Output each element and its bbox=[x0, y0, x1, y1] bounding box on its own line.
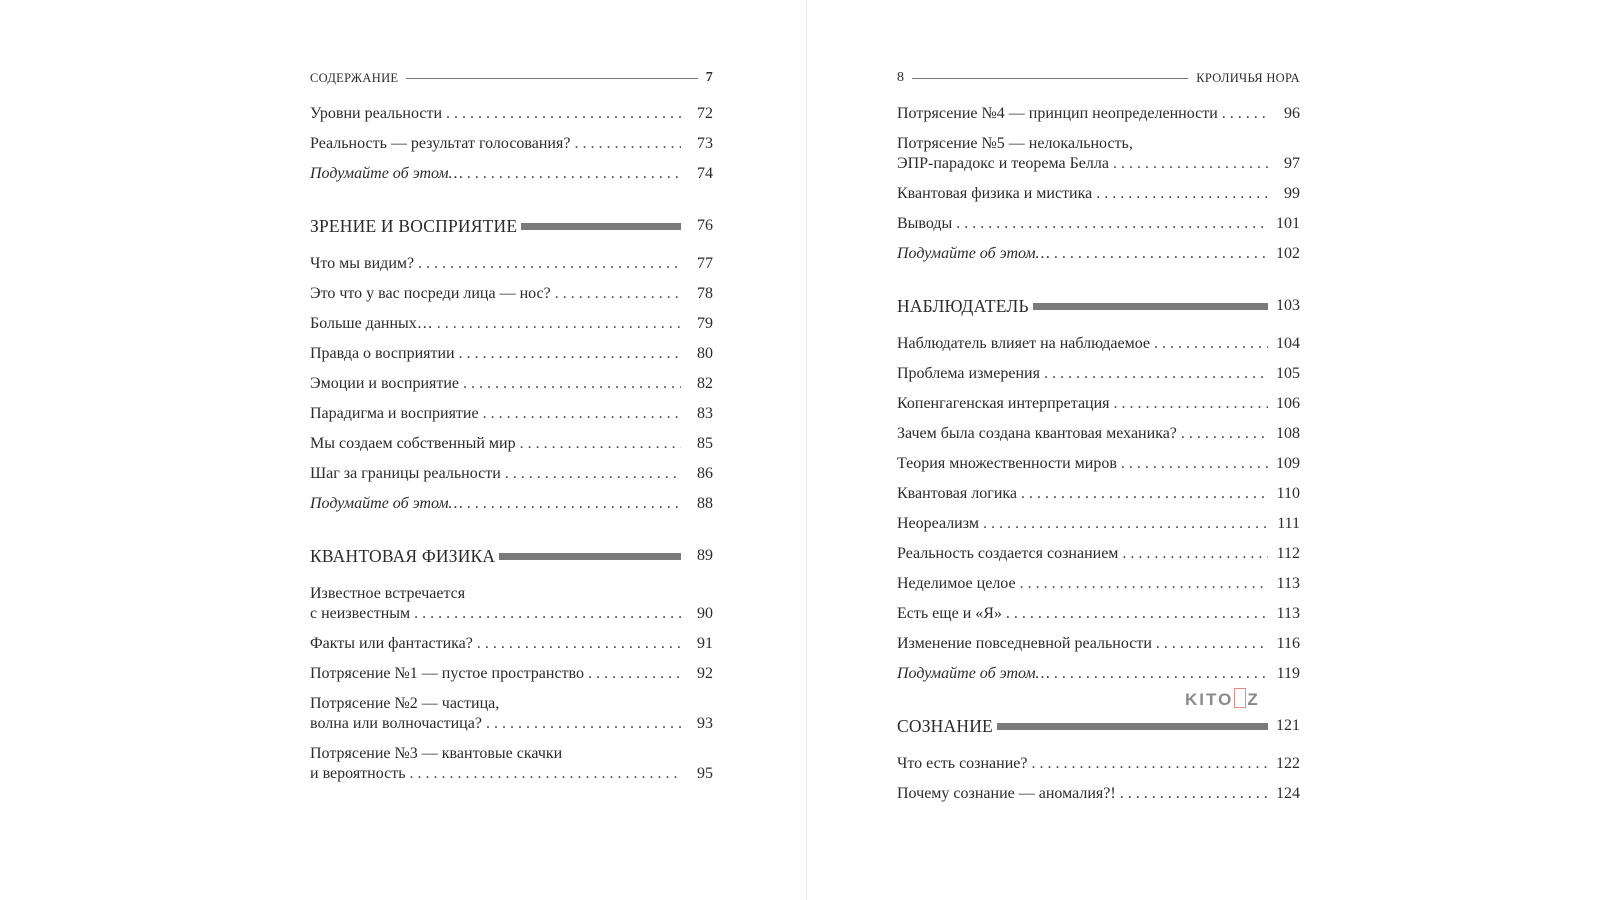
toc-entry[interactable]: Парадигма и восприятие . . . 83 bbox=[310, 404, 713, 424]
running-head-title: КРОЛИЧЬЯ НОРА bbox=[1196, 70, 1300, 85]
toc-entry[interactable]: Уровни реальности . . . 72 bbox=[310, 104, 713, 124]
toc-entry[interactable]: Выводы . . . 101 bbox=[897, 214, 1300, 234]
toc-entry[interactable]: Потрясение №5 — нелокальность, ЭПР-парадокс и теорема Белла . . . 97 bbox=[897, 134, 1300, 174]
page-number: 7 bbox=[705, 70, 713, 85]
toc-entry[interactable]: Копенгагенская интерпретация . . . 106 bbox=[897, 394, 1300, 414]
toc-entry[interactable]: Что мы видим? . . . 77 bbox=[310, 254, 713, 274]
running-head-rule bbox=[912, 78, 1188, 79]
toc-entry[interactable]: Подумайте об этом… . . . 102 bbox=[897, 244, 1300, 264]
toc-entry[interactable]: Неореализм . . . 111 bbox=[897, 514, 1300, 534]
toc-entry[interactable]: Есть еще и «Я» . . . 113 bbox=[897, 604, 1300, 624]
toc-entry[interactable]: Квантовая логика . . . 110 bbox=[897, 484, 1300, 504]
page-number: 8 bbox=[897, 70, 905, 85]
toc-entry[interactable]: Это что у вас посреди лица — нос? . . . 78 bbox=[310, 284, 713, 304]
toc-entry[interactable]: Квантовая физика и мистика . . . 99 bbox=[897, 184, 1300, 204]
toc-entry[interactable]: Изменение повседневной реальности . . . 116 bbox=[897, 634, 1300, 654]
toc-entry[interactable]: Неделимое целое . . . 113 bbox=[897, 574, 1300, 594]
toc-entry[interactable]: Потрясение №3 — квантовые скачки и вероятность . . . 95 bbox=[310, 744, 713, 784]
toc-entry[interactable]: Зачем была создана квантовая механика? . . . 108 bbox=[897, 424, 1300, 444]
left-page bbox=[310, 66, 713, 794]
running-head bbox=[310, 66, 713, 90]
running-head-rule bbox=[406, 78, 697, 79]
toc-entry[interactable]: Больше данных… . . . 79 bbox=[310, 314, 713, 334]
toc-entry[interactable]: Подумайте об этом… . . . 74 bbox=[310, 164, 713, 184]
toc-entry[interactable]: Потрясение №2 — частица, волна или волночастица? . . . 93 bbox=[310, 694, 713, 734]
toc-entry[interactable]: Правда о восприятии . . . 80 bbox=[310, 344, 713, 364]
toc-entry[interactable]: Известное встречается с неизвестным . . . 90 bbox=[310, 584, 713, 624]
watermark-box-icon bbox=[1234, 688, 1246, 708]
section-heading[interactable]: СОЗНАНИЕ 121 bbox=[897, 715, 1300, 736]
toc-entry[interactable]: Факты или фантастика? . . . 91 bbox=[310, 634, 713, 654]
section-bar bbox=[1033, 303, 1268, 310]
section-heading[interactable]: ЗРЕНИЕ И ВОСПРИЯТИЕ 76 bbox=[310, 215, 713, 236]
toc-entry[interactable]: Мы создаем собственный мир . . . 85 bbox=[310, 434, 713, 454]
section-bar bbox=[521, 223, 681, 230]
toc-entry[interactable]: Проблема измерения . . . 105 bbox=[897, 364, 1300, 384]
toc-entry[interactable]: Наблюдатель влияет на наблюдаемое . . . 104 bbox=[897, 334, 1300, 354]
section-bar bbox=[997, 723, 1268, 730]
running-head-title: СОДЕРЖАНИЕ bbox=[310, 70, 399, 85]
toc-entry[interactable]: Реальность создается сознанием . . . 112 bbox=[897, 544, 1300, 564]
section-heading[interactable]: НАБЛЮДАТЕЛЬ 103 bbox=[897, 295, 1300, 316]
book-spine bbox=[806, 0, 807, 900]
toc-entry[interactable]: Теория множественности миров . . . 109 bbox=[897, 454, 1300, 474]
toc-entry[interactable]: Потрясение №4 — принцип неопределенности . . . 96 bbox=[897, 104, 1300, 124]
toc-entry[interactable]: Подумайте об этом… . . . 119 bbox=[897, 664, 1300, 684]
toc-entry[interactable]: Эмоции и восприятие . . . 82 bbox=[310, 374, 713, 394]
toc-entry[interactable]: Реальность — результат голосования? . . . 73 bbox=[310, 134, 713, 154]
toc-entry[interactable]: Почему сознание — аномалия?! . . . 124 bbox=[897, 784, 1300, 804]
watermark-logo: KITO Z bbox=[1185, 690, 1260, 709]
toc-entry[interactable]: Что есть сознание? . . . 122 bbox=[897, 754, 1300, 774]
running-head bbox=[897, 66, 1300, 90]
section-bar bbox=[499, 553, 681, 560]
toc-entry[interactable]: Шаг за границы реальности . . . 86 bbox=[310, 464, 713, 484]
section-heading[interactable]: КВАНТОВАЯ ФИЗИКА 89 bbox=[310, 545, 713, 566]
toc-entry[interactable]: Потрясение №1 — пустое пространство . . . 92 bbox=[310, 664, 713, 684]
toc-entry[interactable]: Подумайте об этом… . . . 88 bbox=[310, 494, 713, 514]
